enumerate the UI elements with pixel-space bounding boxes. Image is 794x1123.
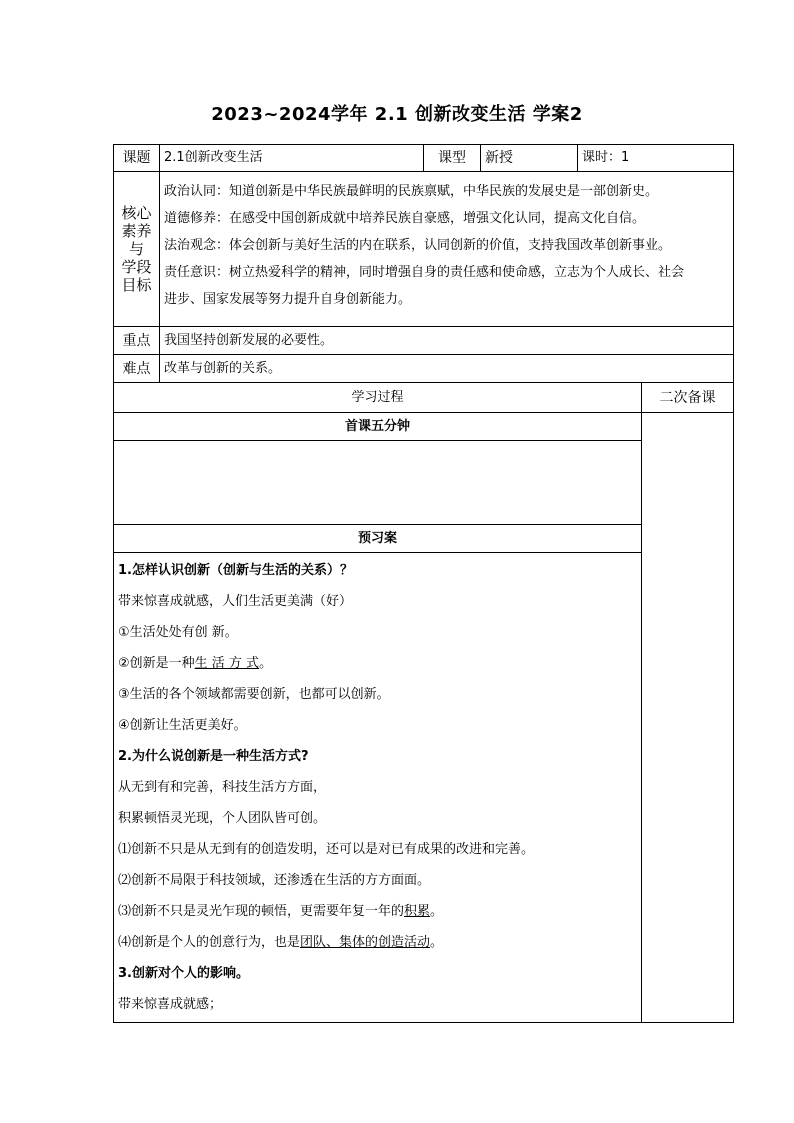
preview-heading: 预习案: [114, 525, 642, 553]
goals-content: [160, 172, 734, 327]
first-five-heading: 首课五分钟: [114, 413, 642, 441]
goals-row: [114, 172, 734, 327]
question-2: 2.为什么说创新是一种生活方式?: [118, 749, 309, 764]
question-2-point-1: ⑴创新不只是从无到有的创造发明，还可以是对已有成果的改进和完善。: [118, 842, 535, 857]
question-3-line-1: 带来惊喜成就感；: [118, 997, 223, 1012]
goals-label: 核心 素养 与 学段 目标: [114, 172, 160, 327]
question-2-point-2: ⑵创新不局限于科技领域，还渗透在生活的方方面面。: [118, 873, 431, 888]
key-phrase-accumulation: 积累: [404, 904, 431, 919]
question-1: 1.怎样认识创新（创新与生活的关系）？: [118, 563, 353, 578]
content-row: [114, 553, 734, 1023]
revision-column: [642, 413, 734, 1023]
goal-law: 法治观念：体会创新与美好生活的内在联系，认同创新的价值，支持我国改革创新事业。: [164, 238, 672, 253]
preview-content: [114, 553, 642, 1023]
question-1-point-d: ④创新让生活更美好。: [118, 718, 247, 733]
key-point-row: [114, 327, 734, 355]
goal-political: 政治认同：知道创新是中华民族最鲜明的民族禀赋，中华民族的发展史是一部创新史。: [164, 184, 659, 199]
preview-row: [114, 525, 734, 553]
first-five-blank-row: [114, 441, 734, 525]
question-1-point-a: ①生活处处有创 新。: [118, 625, 238, 640]
question-3: 3.创新对个人的影响。: [118, 966, 249, 981]
first-five-row: [114, 413, 734, 441]
type-label: 课型: [424, 145, 481, 172]
topic-value: 2.1创新改变生活: [160, 145, 424, 172]
difficulty-label: 难点: [114, 355, 160, 383]
question-1-summary: 带来惊喜成就感，人们生活更美满（好）: [118, 594, 353, 609]
hours-value: 课时：1: [578, 145, 734, 172]
type-value: 新授: [481, 145, 578, 172]
key-point-label: 重点: [114, 327, 160, 355]
difficulty-row: [114, 355, 734, 383]
lesson-plan-table: [113, 144, 734, 1023]
header-row: [114, 145, 734, 172]
question-1-point-b: ②创新是一种生 活 方 式。: [118, 656, 273, 671]
key-phrase-lifestyle: 生 活 方 式: [194, 656, 260, 671]
difficulty-value: 改革与创新的关系。: [160, 355, 734, 383]
key-point-value: 我国坚持创新发展的必要性。: [160, 327, 734, 355]
key-phrase-team: 团队、集体的创造活动: [300, 935, 431, 950]
process-heading: 学习过程: [114, 383, 642, 413]
goal-responsibility-cont: 进步、国家发展等努力提升自身创新能力。: [164, 292, 412, 307]
goal-responsibility: 责任意识：树立热爱科学的精神，同时增强自身的责任感和使命感，立志为个人成长、社会: [164, 265, 685, 280]
question-1-point-c: ③生活的各个领域都需要创新，也都可以创新。: [118, 687, 390, 702]
question-2-point-3: ⑶创新不只是灵光乍现的顿悟，更需要年复一年的积累。: [118, 904, 444, 919]
question-2-mnemonic-2: 积累顿悟灵光现，个人团队皆可创。: [118, 811, 327, 826]
goal-moral: 道德修养：在感受中国创新成就中培养民族自豪感，增强文化认同，提高文化自信。: [164, 211, 646, 226]
revision-heading: 二次备课: [642, 383, 734, 413]
question-2-point-4: ⑷创新是个人的创意行为，也是团队、集体的创造活动。: [118, 935, 444, 950]
question-2-mnemonic-1: 从无到有和完善，科技生活方方面，: [118, 780, 327, 795]
topic-label: 课题: [114, 145, 160, 172]
document-title: 2023~2024学年 2.1 创新改变生活 学案2: [211, 104, 583, 125]
first-five-blank: [114, 441, 642, 525]
process-header-row: [114, 383, 734, 413]
